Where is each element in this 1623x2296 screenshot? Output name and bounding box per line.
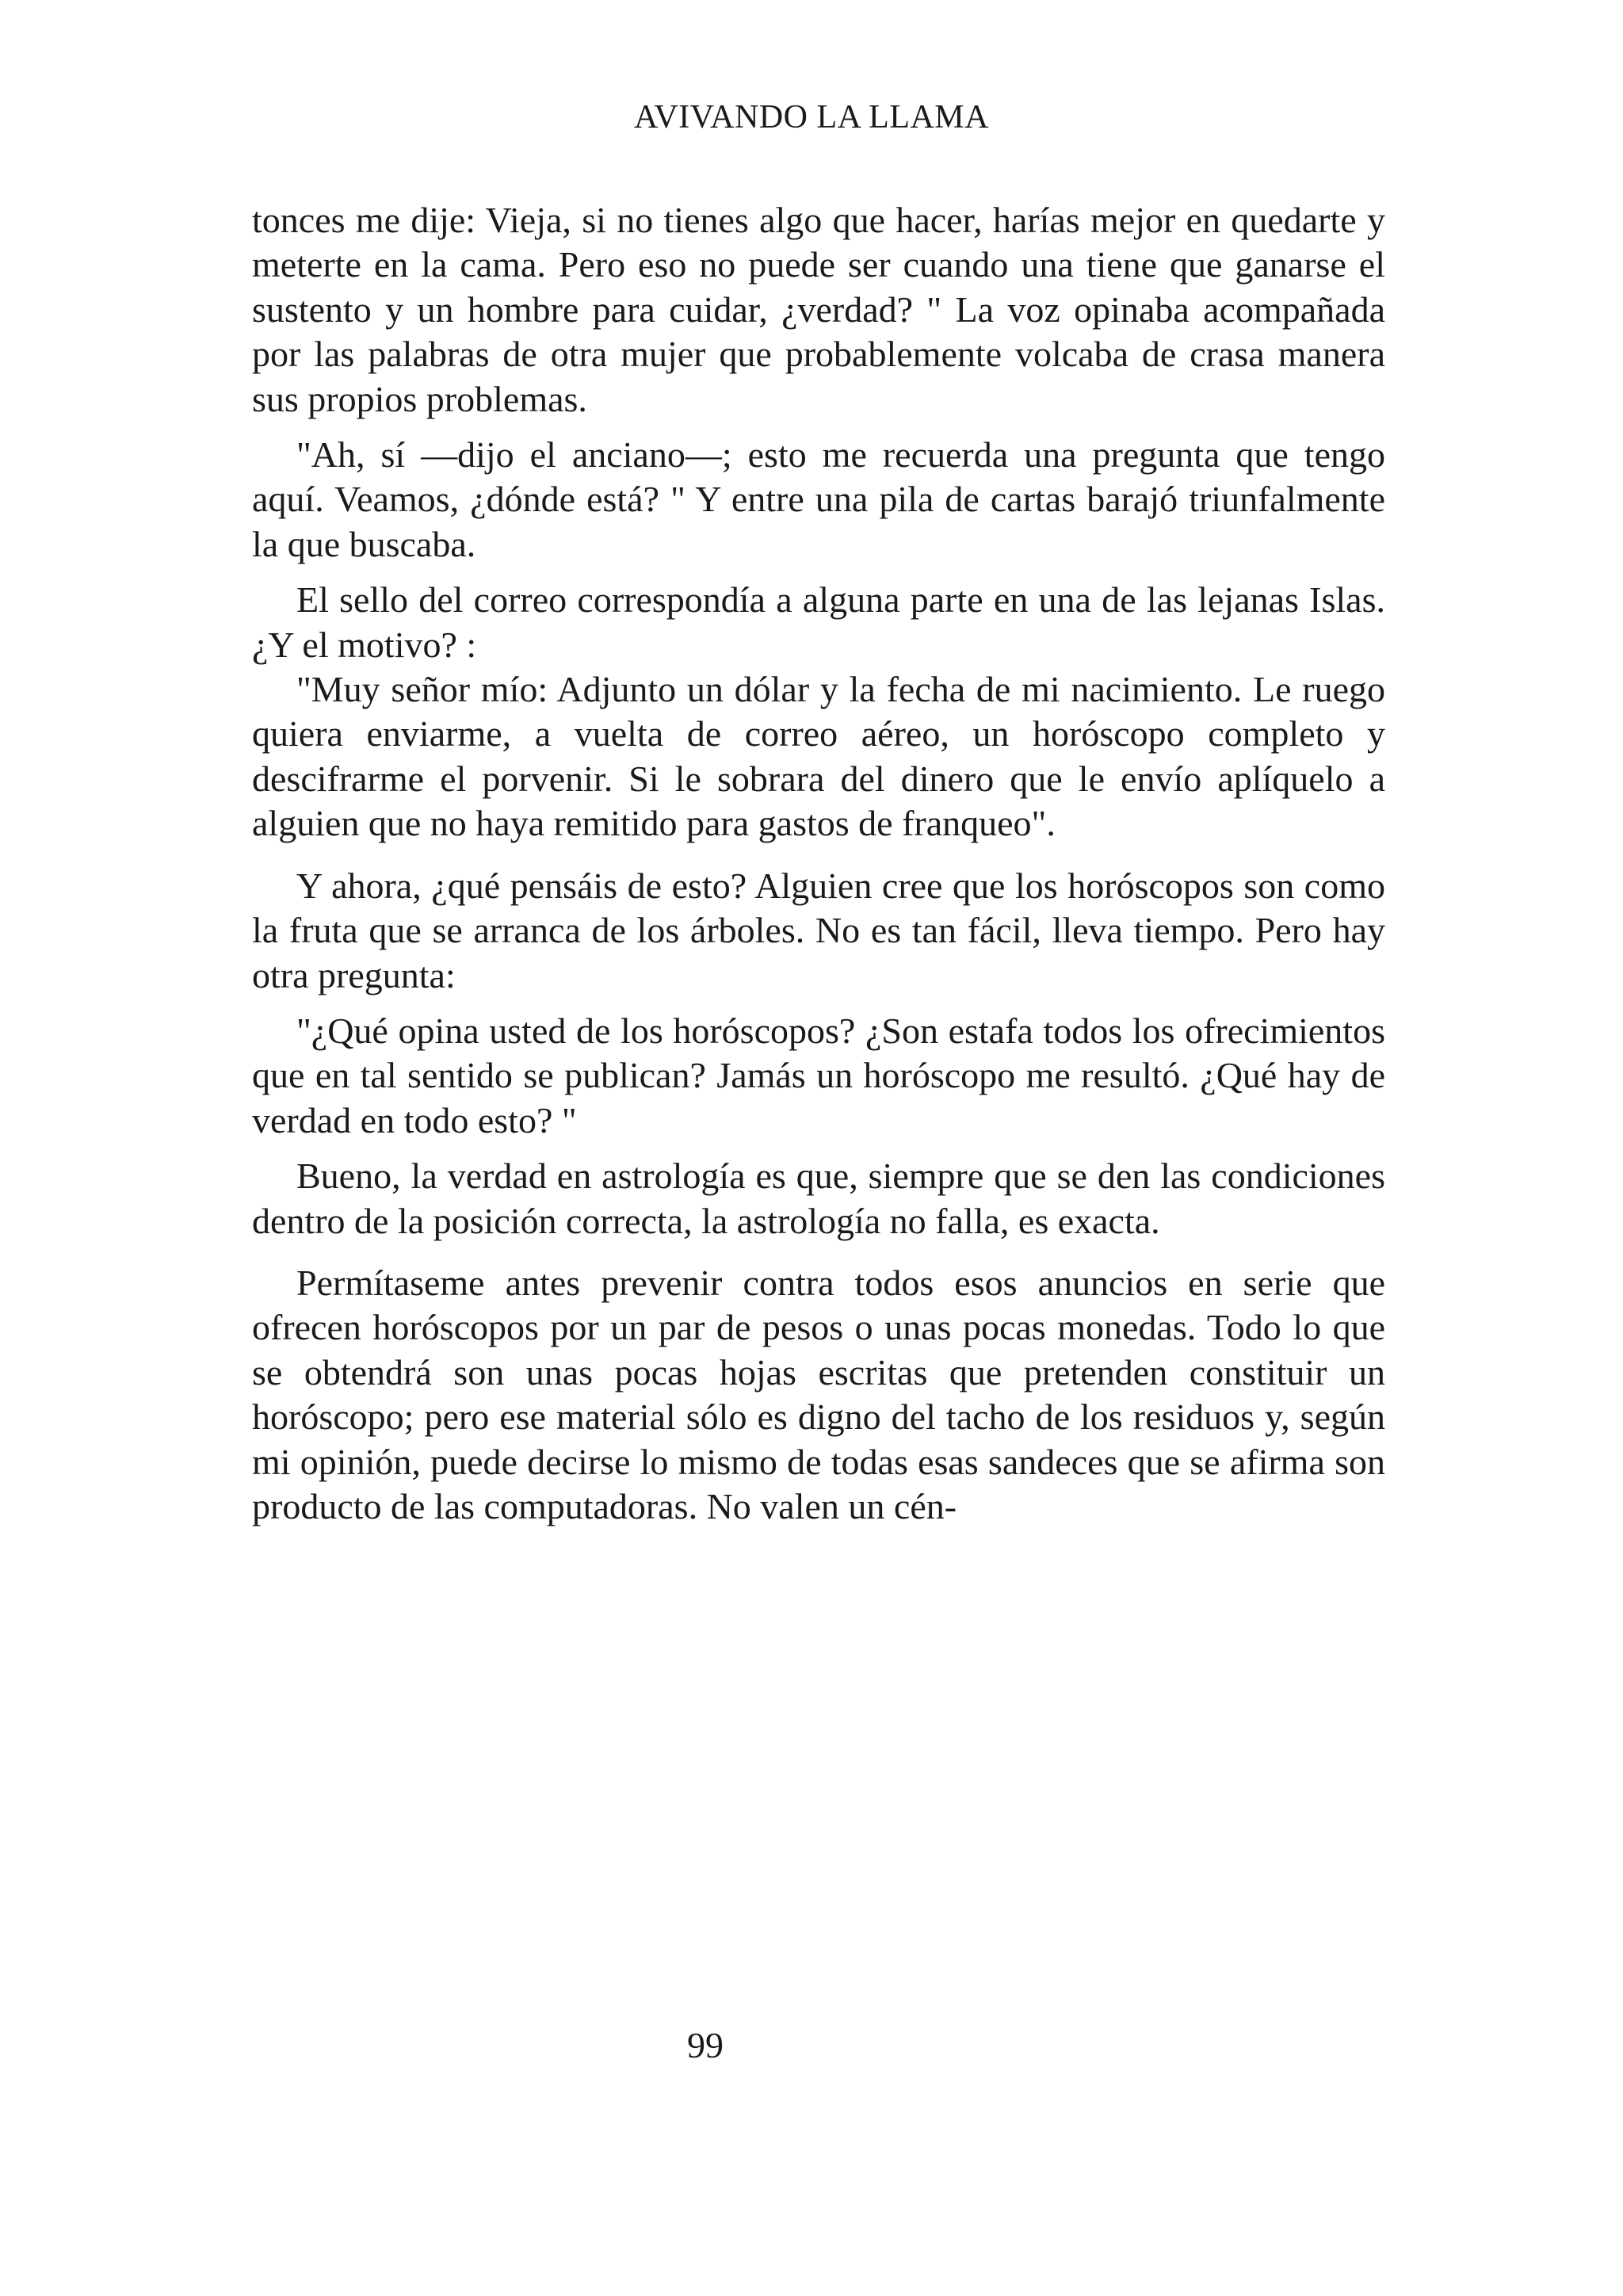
- page-number: 99: [687, 2025, 724, 2065]
- paragraph-4: "Muy señor mío: Adjunto un dólar y la fecha de mi nacimiento. Le ruego quiera enviarme, a vuelta de correo aéreo, un horóscopo completo y descifrarme el porvenir. Si le sobrara del dinero que le envío aplíquelo a alguien que no haya remitido para gastos de franqueo".: [252, 669, 1385, 844]
- paragraph-2: "Ah, sí —dijo el anciano—; esto me recuerda una pregunta que tengo aquí. Veamos, ¿dónde está? " Y entre una pila de cartas barajó triunfalmente la que buscaba.: [252, 434, 1385, 564]
- paragraph-5: Y ahora, ¿qué pensáis de esto? Alguien cree que los horóscopos son como la fruta que se arranca de los árboles. No es tan fácil, lleva tiempo. Pero hay otra pregunta:: [252, 865, 1385, 995]
- paragraph-7: Bueno, la verdad en astrología es que, siempre que se den las condiciones dentro de la posición correcta, la astrología no falla, es exacta.: [252, 1156, 1385, 1241]
- paragraph-1: tonces me dije: Vieja, si no tienes algo que hacer, harías mejor en quedarte y meterte en la cama. Pero eso no puede ser cuando una tiene que ganarse el sustento y un hombre para cuidar, ¿verdad? " La voz opinaba acompañada por las palabras de otra mujer que probablemente volcaba de crasa manera sus propios problemas.: [252, 200, 1385, 419]
- body-text: [252, 198, 1385, 1529]
- paragraph-6: "¿Qué opina usted de los horóscopos? ¿Son estafa todos los ofrecimientos que en tal sentido se publican? Jamás un horóscopo me resultó. ¿Qué hay de verdad en todo esto? ": [252, 1010, 1385, 1140]
- running-head: AVIVANDO LA LLAMA: [634, 99, 989, 136]
- paragraph-8: Permítaseme antes prevenir contra todos esos anuncios en serie que ofrecen horóscopos por un par de pesos o unas pocas monedas. Todo lo que se obtendrá son unas pocas hojas escritas que pretenden constituir un horóscopo; pero ese material sólo es digno del tacho de los residuos y, según mi opinión, puede decirse lo mismo de todas esas sandeces que se afirma son producto de las computadoras. No valen un cén-: [252, 1262, 1385, 1526]
- paragraph-3: El sello del correo correspondía a alguna parte en una de las lejanas Islas. ¿Y el motivo? :: [252, 579, 1385, 665]
